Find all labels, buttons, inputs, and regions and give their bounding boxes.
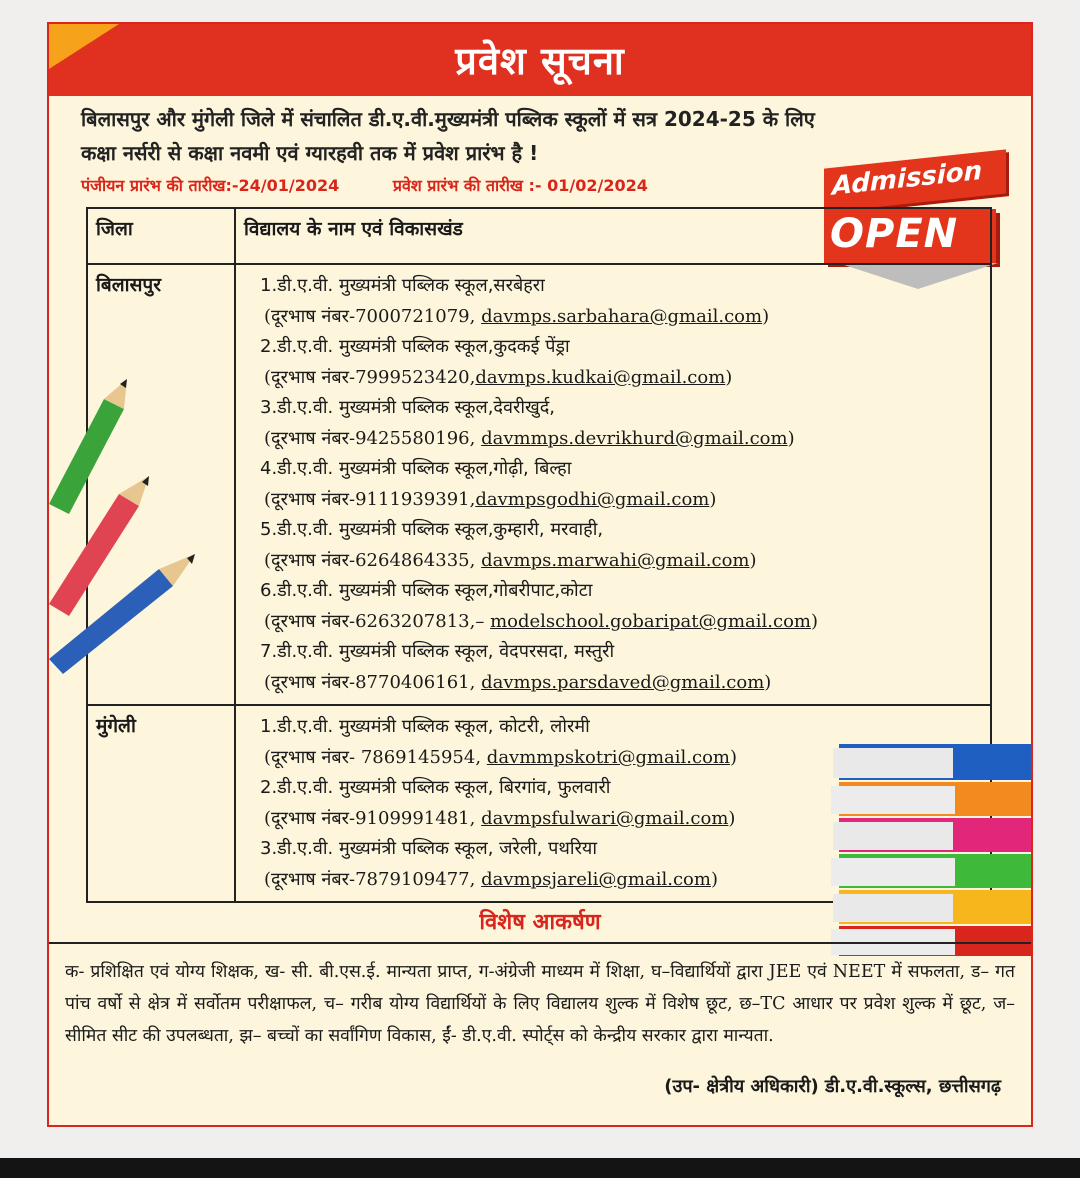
- school-name: 5.डी.ए.वी. मुख्यमंत्री पब्लिक स्कूल,कुम्हारी, मरवाही,: [260, 519, 604, 540]
- district-name: बिलासपुर: [87, 264, 235, 705]
- school-contact: (दूरभाष नंबर-8770406161, davmps.parsdaved@gmail.com): [264, 672, 772, 693]
- school-contact: (दूरभाष नंबर-6263207813,– modelschool.gobaripat@gmail.com): [264, 611, 819, 632]
- poster-header: [49, 24, 1031, 96]
- school-email-link[interactable]: davmpsfulwari@gmail.com: [481, 808, 729, 829]
- admission-date: प्रवेश प्रारंभ की तारीख :- 01/02/2024: [392, 176, 648, 195]
- school-contact: (दूरभाष नंबर-7879109477, davmpsjareli@gmail.com): [264, 869, 718, 890]
- school-name: 1.डी.ए.वी. मुख्यमंत्री पब्लिक स्कूल, कोटरी, लोरमी: [260, 716, 590, 737]
- school-email-link[interactable]: davmps.sarbahara@gmail.com: [481, 306, 763, 327]
- school-name: 7.डी.ए.वी. मुख्यमंत्री पब्लिक स्कूल, वेदपरसदा, मस्तुरी: [260, 641, 615, 662]
- header-schools: विद्यालय के नाम एवं विकासखंड: [235, 208, 991, 264]
- school-email-link[interactable]: davmmpskotri@gmail.com: [486, 747, 730, 768]
- dates-row: [81, 174, 648, 196]
- school-name: 6.डी.ए.वी. मुख्यमंत्री पब्लिक स्कूल,गोबरीपाट,कोटा: [260, 580, 593, 601]
- district-name: मुंगेली: [87, 705, 235, 902]
- badge-admission-text: Admission: [832, 155, 983, 202]
- green-pencil-icon: [49, 379, 127, 514]
- school-phone: (दूरभाष नंबर-9111939391,: [264, 489, 476, 510]
- school-contact: (दूरभाष नंबर-9109991481, davmpsfulwari@gmail.com): [264, 808, 736, 829]
- admission-poster: [47, 22, 1033, 1127]
- intro-line-1: बिलासपुर और मुंगेली जिले में संचालित डी.ए.वी.मुख्यमंत्री पब्लिक स्कूलों में सत्र 2024-25 के लिए: [81, 107, 815, 131]
- intro-line-2: कक्षा नर्सरी से कक्षा नवमी एवं ग्यारहवी तक में प्रवेश प्रारंभ है !: [81, 141, 539, 165]
- school-phone: (दूरभाष नंबर-7879109477,: [264, 869, 476, 890]
- pencils-illustration: [49, 374, 209, 674]
- table-row: [87, 264, 991, 705]
- school-contact: (दूरभाष नंबर-6264864335, davmps.marwahi@gmail.com): [264, 550, 757, 571]
- school-contact: (दूरभाष नंबर-9111939391,davmpsgodhi@gmail.com): [264, 489, 717, 510]
- school-email-link[interactable]: modelschool.gobaripat@gmail.com: [490, 611, 811, 632]
- school-phone: (दूरभाष नंबर-7000721079,: [264, 306, 476, 327]
- features-section: [49, 942, 1031, 1127]
- table-header-row: [87, 208, 991, 264]
- poster-title: प्रवेश सूचना: [455, 39, 625, 83]
- features-text: क- प्रशिक्षित एवं योग्य शिक्षक, ख- सी. बी.एस.ई. मान्यता प्राप्त, ग-अंग्रेजी माध्यम में शिक्षा, घ–विद्यार्थियों द्वारा JEE एवं NEET में सफलता, ड– गत पांच वर्षो से क्षेत्र में सर्वोतम परीक्षाफल, च– गरीब योग्य विद्यार्थियों के लिए विद्यालय शुल्क में विशेष छूट, छ–TC आधार पर प्रवेश शुल्क में छूट, ज– सीमित सीट की उपलब्धता, झ– बच्चों का सर्वांगिण विकास, ईं- डी.ए.वी. स्पोर्ट्स को केन्द्रीय सरकार द्वारा मान्यता.: [65, 962, 1016, 1046]
- school-phone: (दूरभाष नंबर-9425580196,: [264, 428, 476, 449]
- school-name: 3.डी.ए.वी. मुख्यमंत्री पब्लिक स्कूल, जरेली, पथरिया: [260, 838, 598, 859]
- header-district: जिला: [87, 208, 235, 264]
- school-contact: (दूरभाष नंबर-7000721079, davmps.sarbahara@gmail.com): [264, 306, 770, 327]
- signature-line: (उप- क्षेत्रीय अधिकारी) डी.ए.वी.स्कूल्स, छत्तीसगढ़: [664, 1076, 1001, 1097]
- registration-date: पंजीयन प्रारंभ की तारीख:-24/01/2024: [81, 176, 340, 195]
- school-name: 2.डी.ए.वी. मुख्यमंत्री पब्लिक स्कूल, बिरगांव, फुलवारी: [260, 777, 611, 798]
- school-phone: (दूरभाष नंबर-8770406161,: [264, 672, 476, 693]
- school-email-link[interactable]: davmpsjareli@gmail.com: [481, 869, 711, 890]
- school-phone: (दूरभाष नंबर-6263207813,–: [264, 611, 485, 632]
- school-email-link[interactable]: davmps.kudkai@gmail.com: [475, 367, 726, 388]
- school-name: 1.डी.ए.वी. मुख्यमंत्री पब्लिक स्कूल,सरबेहरा: [260, 275, 545, 296]
- school-email-link[interactable]: davmps.parsdaved@gmail.com: [481, 672, 765, 693]
- badge-open-text: OPEN: [830, 211, 959, 257]
- special-features-title: विशेष आकर्षण: [479, 910, 601, 935]
- school-contact: (दूरभाष नंबर- 7869145954, davmmpskotri@gmail.com): [264, 747, 738, 768]
- school-name: 3.डी.ए.वी. मुख्यमंत्री पब्लिक स्कूल,देवरीखुर्द,: [260, 397, 556, 418]
- school-name: 4.डी.ए.वी. मुख्यमंत्री पब्लिक स्कूल,गोढ़ी, बिल्हा: [260, 458, 572, 479]
- school-contact: (दूरभाष नंबर-7999523420,davmps.kudkai@gmail.com): [264, 367, 733, 388]
- school-phone: (दूरभाष नंबर- 7869145954,: [264, 747, 482, 768]
- school-email-link[interactable]: davmmps.devrikhurd@gmail.com: [481, 428, 788, 449]
- school-phone: (दूरभाष नंबर-6264864335,: [264, 550, 476, 571]
- school-name: 2.डी.ए.वी. मुख्यमंत्री पब्लिक स्कूल,कुदकई पेंड्रा: [260, 336, 570, 357]
- school-contact: (दूरभाष नंबर-9425580196, davmmps.devrikhurd@gmail.com): [264, 428, 795, 449]
- school-phone: (दूरभाष नंबर-9109991481,: [264, 808, 476, 829]
- school-phone: (दूरभाष नंबर-7999523420,: [264, 367, 476, 388]
- school-email-link[interactable]: davmps.marwahi@gmail.com: [481, 550, 750, 571]
- screen-bottom-bar: [0, 1158, 1080, 1178]
- school-list: [235, 264, 991, 705]
- school-email-link[interactable]: davmpsgodhi@gmail.com: [475, 489, 710, 510]
